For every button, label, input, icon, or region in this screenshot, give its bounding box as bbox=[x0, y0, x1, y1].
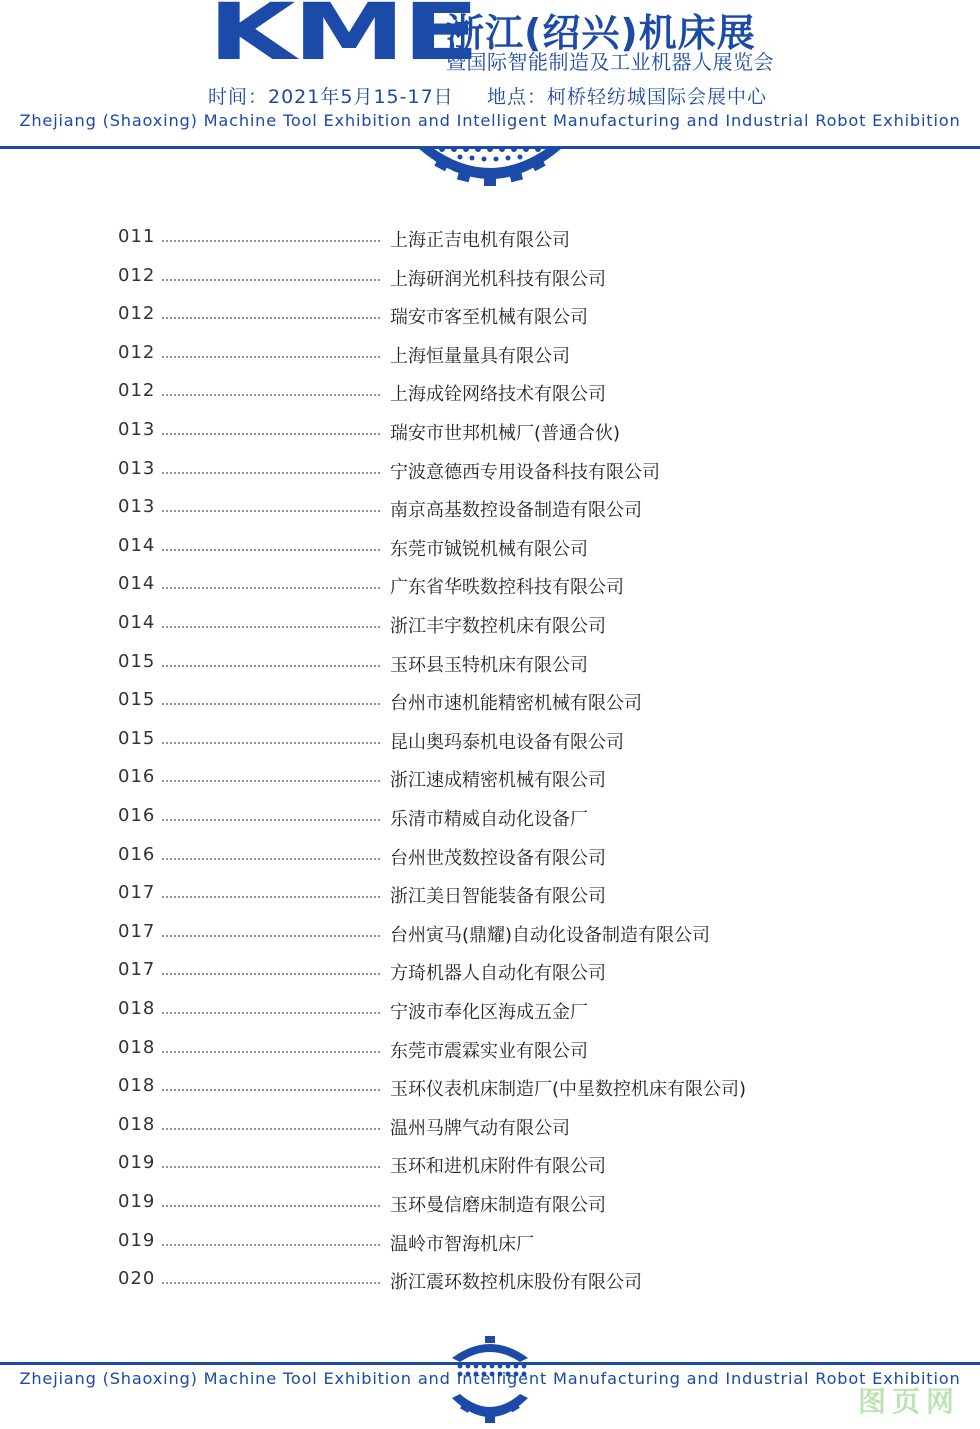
toc-page-number: 013 bbox=[118, 457, 156, 479]
toc-dot-leader bbox=[161, 587, 381, 589]
toc-dot-leader bbox=[161, 935, 381, 937]
toc-dot-leader bbox=[161, 742, 381, 744]
toc-entry bbox=[0, 799, 980, 837]
toc-entry bbox=[0, 220, 980, 258]
toc-page-number: 011 bbox=[118, 226, 156, 247]
exhibition-time: 时间：2021年5月15-17日 bbox=[208, 86, 454, 108]
toc-company-name: 广东省华昳数控科技有限公司 bbox=[390, 577, 624, 599]
toc-entry bbox=[0, 1185, 980, 1223]
toc-company-name: 温岭市智海机床厂 bbox=[390, 1233, 534, 1255]
toc-dot-leader bbox=[161, 819, 381, 821]
toc-entry bbox=[0, 259, 980, 297]
toc-company-name: 上海成铨网络技术有限公司 bbox=[390, 384, 606, 406]
toc-page-number: 015 bbox=[118, 727, 156, 749]
toc-company-name: 台州寅马(鼎耀)自动化设备制造有限公司 bbox=[390, 924, 711, 946]
toc-page-number: 014 bbox=[118, 573, 156, 595]
gear-icon bbox=[414, 140, 566, 196]
toc-page-number: 016 bbox=[118, 843, 156, 865]
exhibition-subtitle: 暨国际智能制造及工业机器人展览会 bbox=[446, 50, 774, 74]
toc-entry bbox=[0, 760, 980, 798]
toc-page-number: 014 bbox=[118, 612, 156, 633]
toc-page-number: 019 bbox=[118, 1229, 156, 1251]
toc-company-name: 昆山奥玛泰机电设备有限公司 bbox=[390, 731, 624, 753]
toc-entry bbox=[0, 374, 980, 412]
toc-page-number: 012 bbox=[118, 303, 156, 325]
toc-page-number: 012 bbox=[118, 341, 156, 363]
toc-dot-leader bbox=[161, 703, 381, 705]
toc-entry bbox=[0, 838, 980, 876]
exhibition-title: 浙江(绍兴)机床展 bbox=[446, 11, 756, 55]
toc-company-name: 浙江丰宇数控机床有限公司 bbox=[390, 616, 606, 637]
toc-company-name: 宁波市奉化区海成五金厂 bbox=[390, 1002, 588, 1023]
toc-page-number: 012 bbox=[118, 380, 156, 402]
toc-entry bbox=[0, 1224, 980, 1262]
toc-company-name: 方琦机器人自动化有限公司 bbox=[390, 963, 606, 985]
toc-dot-leader bbox=[161, 1244, 381, 1246]
toc-entry bbox=[0, 413, 980, 451]
toc-dot-leader bbox=[161, 896, 381, 898]
toc-company-name: 瑞安市世邦机械厂(普通合伙) bbox=[390, 423, 621, 444]
toc-entry bbox=[0, 645, 980, 683]
toc-entry bbox=[0, 452, 980, 490]
toc-dot-leader bbox=[161, 626, 381, 628]
toc-entry bbox=[0, 1146, 980, 1184]
toc-company-name: 瑞安市客至机械有限公司 bbox=[390, 307, 588, 329]
toc-dot-leader bbox=[161, 1089, 381, 1091]
toc-company-name: 东莞市铖锐机械有限公司 bbox=[390, 538, 588, 560]
toc-page-number: 016 bbox=[118, 805, 156, 826]
toc-dot-leader bbox=[161, 1012, 381, 1014]
toc-entry bbox=[0, 1108, 980, 1146]
toc-company-name: 浙江震环数控机床股份有限公司 bbox=[390, 1272, 642, 1294]
toc-dot-leader bbox=[161, 1051, 381, 1053]
toc-company-name: 上海研润光机科技有限公司 bbox=[390, 268, 606, 290]
toc-dot-leader bbox=[161, 1128, 381, 1130]
toc-entry bbox=[0, 1262, 980, 1300]
toc-page-number: 018 bbox=[118, 998, 156, 1019]
toc-dot-leader bbox=[161, 240, 381, 242]
toc-entry bbox=[0, 567, 980, 605]
toc-entry bbox=[0, 490, 980, 528]
toc-page-number: 012 bbox=[118, 264, 156, 286]
toc-dot-leader bbox=[161, 433, 381, 435]
toc-page-number: 019 bbox=[118, 1152, 156, 1174]
toc-page-number: 016 bbox=[118, 766, 156, 788]
toc-company-name: 乐清市精威自动化设备厂 bbox=[390, 809, 588, 830]
toc-dot-leader bbox=[161, 472, 381, 474]
toc-entry bbox=[0, 876, 980, 914]
toc-company-name: 浙江美日智能装备有限公司 bbox=[390, 886, 606, 908]
toc-page-number: 017 bbox=[118, 920, 156, 942]
toc-dot-leader bbox=[161, 973, 381, 975]
exhibition-venue: 地点：柯桥轻纺城国际会展中心 bbox=[487, 86, 768, 108]
toc-company-name: 宁波意德西专用设备科技有限公司 bbox=[390, 461, 660, 483]
toc-company-name: 玉环县玉特机床有限公司 bbox=[390, 654, 588, 676]
toc-page-number: 013 bbox=[118, 496, 156, 518]
toc-dot-leader bbox=[161, 549, 381, 551]
toc-entry bbox=[0, 722, 980, 760]
toc-company-name: 浙江速成精密机械有限公司 bbox=[390, 770, 606, 792]
toc-dot-leader bbox=[161, 1282, 381, 1284]
toc-page-number: 019 bbox=[118, 1191, 156, 1212]
toc-entry bbox=[0, 606, 980, 644]
toc-company-name: 上海恒量量具有限公司 bbox=[390, 345, 570, 367]
toc-page-number: 018 bbox=[118, 1036, 156, 1058]
toc-page-number: 017 bbox=[118, 959, 156, 981]
header bbox=[0, 0, 980, 200]
toc-page-number: 014 bbox=[118, 534, 156, 556]
watermark: 图页网 bbox=[858, 1385, 961, 1418]
toc-dot-leader bbox=[161, 665, 381, 667]
toc-company-name: 上海正吉电机有限公司 bbox=[390, 230, 570, 251]
toc-page-number: 015 bbox=[118, 689, 156, 711]
toc-company-name: 南京高基数控设备制造有限公司 bbox=[390, 500, 642, 522]
toc-company-name: 东莞市震霖实业有限公司 bbox=[390, 1040, 588, 1062]
toc-entry bbox=[0, 683, 980, 721]
toc-dot-leader bbox=[161, 510, 381, 512]
toc-page-number: 020 bbox=[118, 1268, 156, 1290]
toc-dot-leader bbox=[161, 279, 381, 281]
toc-page-number: 013 bbox=[118, 419, 156, 440]
toc-company-name: 玉环曼信磨床制造有限公司 bbox=[390, 1195, 606, 1216]
toc-company-name: 台州世茂数控设备有限公司 bbox=[390, 847, 606, 869]
toc-entry bbox=[0, 1031, 980, 1069]
toc-entry bbox=[0, 915, 980, 953]
footer-english-title: Zhejiang (Shaoxing) Machine Tool Exhibition and Intelligent Manufacturing and Industrial Robot Exhibition bbox=[19, 1369, 961, 1388]
toc-page-number: 018 bbox=[118, 1075, 156, 1097]
toc-dot-leader bbox=[161, 858, 381, 860]
toc-dot-leader bbox=[161, 356, 381, 358]
toc-company-name: 玉环仪表机床制造厂(中星数控机床有限公司) bbox=[390, 1079, 747, 1101]
toc-page-number: 018 bbox=[118, 1113, 156, 1135]
toc-page-number: 015 bbox=[118, 650, 156, 672]
toc-company-name: 台州市速机能精密机械有限公司 bbox=[390, 693, 642, 715]
toc-page-number: 017 bbox=[118, 882, 156, 904]
toc-dot-leader bbox=[161, 1166, 381, 1168]
toc-company-name: 温州马牌气动有限公司 bbox=[390, 1117, 570, 1139]
toc-dot-leader bbox=[161, 394, 381, 396]
toc-company-name: 玉环和进机床附件有限公司 bbox=[390, 1156, 606, 1178]
toc-entry bbox=[0, 992, 980, 1030]
toc-dot-leader bbox=[161, 1205, 381, 1207]
toc-entry bbox=[0, 953, 980, 991]
kme-logo: KME bbox=[208, 0, 477, 78]
toc-dot-leader bbox=[161, 317, 381, 319]
english-title: Zhejiang (Shaoxing) Machine Tool Exhibition and Intelligent Manufacturing and Industrial Robot Exhibition bbox=[19, 111, 961, 130]
toc-entry bbox=[0, 1069, 980, 1107]
toc-dot-leader bbox=[161, 780, 381, 782]
toc-entry bbox=[0, 529, 980, 567]
toc-entry bbox=[0, 297, 980, 335]
toc-entry bbox=[0, 336, 980, 374]
